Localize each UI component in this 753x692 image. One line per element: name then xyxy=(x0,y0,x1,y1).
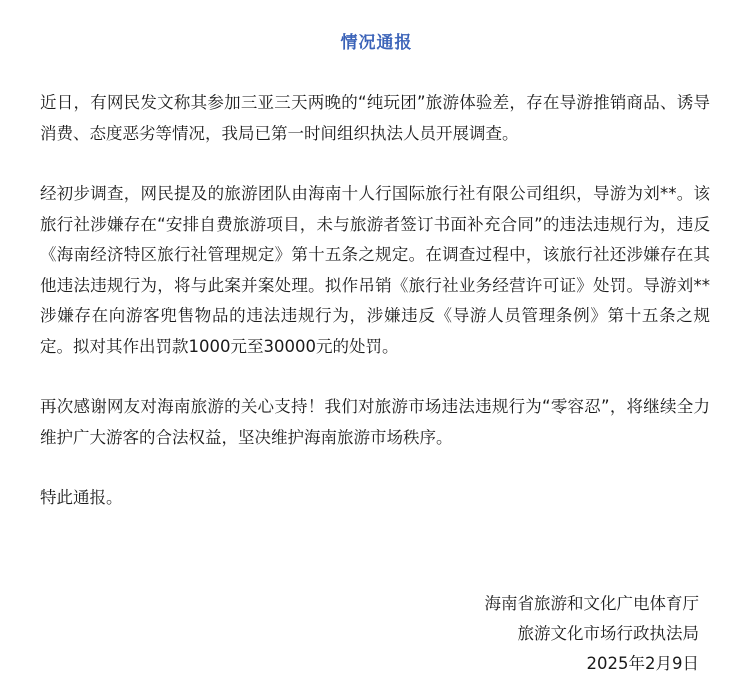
paragraph-intro: 近日，有网民发文称其参加三亚三天两晚的“纯玩团”旅游体验差，存在导游推销商品、诱导消费、态度恶劣等情况，我局已第一时间组织执法人员开展调查。 xyxy=(40,93,710,143)
signature-org-line2: 旅游文化市场行政执法局 xyxy=(517,624,699,643)
signature-org-line1: 海南省旅游和文化广电体育厅 xyxy=(484,594,699,613)
notice-body xyxy=(40,88,710,544)
signature-date: 2025年2月9日 xyxy=(586,654,699,673)
paragraph-closing: 特此通报。 xyxy=(40,488,123,507)
signature-block xyxy=(485,589,700,679)
paragraph-thanks: 再次感谢网友对海南旅游的关心支持！我们对旅游市场违法违规行为“零容忍”，将继续全力维护广大游客的合法权益，坚决维护海南旅游市场秩序。 xyxy=(40,397,710,447)
notice-title: 情况通报 xyxy=(340,33,413,53)
paragraph-investigation: 经初步调查，网民提及的旅游团队由海南十人行国际旅行社有限公司组织，导游为刘**。该旅行社涉嫌存在“安排自费旅游项目，未与旅游者签订书面补充合同”的违法违规行为，违反《海南经济特区旅行社管理规定》第十五条之规定。在调查过程中，该旅行社还涉嫌存在其他违法违规行为，将与此案并案处理。拟作吊销《旅行社业务经营许可证》处罚。导游刘**涉嫌存在向游客兜售物品的违法违规行为，涉嫌违反《导游人员管理条例》第十五条之规定。拟对其作出罚款1000元至30000元的处罚。 xyxy=(40,184,710,356)
